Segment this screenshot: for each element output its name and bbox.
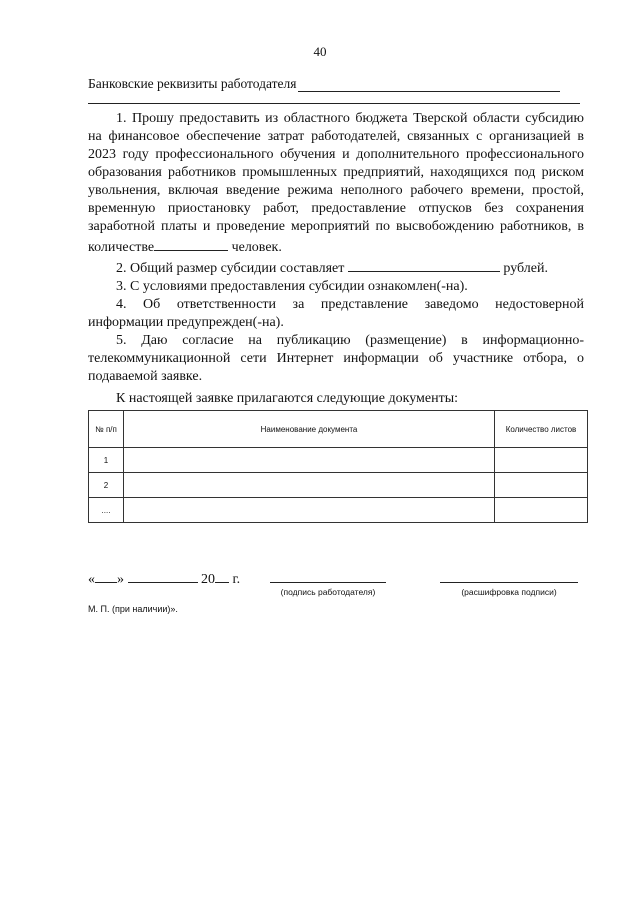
header-document-name: Наименование документа (124, 411, 495, 448)
header-sheet-count: Количество листов (495, 411, 588, 448)
row-document-name (124, 448, 495, 473)
year-prefix: 20 (201, 572, 215, 587)
page-number: 40 (313, 44, 327, 59)
paragraph-4: 4. Об ответственности за представление заведомо недостоверной информации предупрежден(-на). (88, 297, 584, 330)
year-suffix: г. (232, 572, 241, 587)
attachments-intro: К настоящей заявке прилагаются следующие документы: (116, 391, 458, 406)
table-row (89, 473, 588, 498)
paragraph-2-text: 2. Общий размер субсидии составляет (116, 261, 345, 276)
paragraph-5: 5. Даю согласие на публикацию (размещение) в информационно-телекоммуникационной сети Интернет информации об участнике отбора, о подаваемой заявке. (88, 333, 584, 384)
table-row (89, 498, 588, 523)
bank-details-line (88, 76, 588, 92)
paragraph-3: 3. С условиями предоставления субсидии ознакомлен(-на). (116, 279, 468, 294)
year-blank (215, 568, 229, 583)
date-open-quote: « (88, 572, 95, 587)
table-row (89, 448, 588, 473)
paragraph-2 (88, 257, 584, 278)
paragraph-1 (88, 110, 584, 257)
signature-caption: (подпись работодателя) (280, 587, 376, 597)
row-sheet-count (495, 448, 588, 473)
row-sheet-count (495, 473, 588, 498)
paragraph-1-text: 1. Прошу предоставить из областного бюджета Тверской области субсидию на финансовое обеспечение затрат работодателей, связанных с организацией в 2023 году профессионального обучения и дополнительного профессионального образования работников промышленных предприятий, находящихся под риском увольнения, включая введение режима неполного рабочего времени, простой, временную приостановку работ, предоставление отпусков без сохранения заработной платы и проведение мероприятий по высвобождению работников, в количестве (88, 111, 584, 255)
row-number: .... (89, 498, 124, 523)
row-number: 1 (89, 448, 124, 473)
signature-decoding-caption: (расшифровка подписи) (461, 587, 557, 597)
application-body (88, 110, 584, 408)
signature-date (88, 568, 240, 588)
row-sheet-count (495, 498, 588, 523)
subsidy-amount-blank (348, 257, 500, 272)
bank-details-label: Банковские реквизиты работодателя (88, 76, 297, 91)
signature-decoding-line (440, 582, 578, 583)
stamp-note: М. П. (при наличии)». (88, 604, 178, 614)
paragraph-2-suffix: рублей. (503, 261, 548, 276)
row-number: 2 (89, 473, 124, 498)
signature-line (270, 582, 386, 583)
bank-details-blank (298, 77, 560, 92)
employee-count-blank (154, 236, 228, 251)
header-number: № п/п (89, 411, 124, 448)
row-document-name (124, 473, 495, 498)
row-document-name (124, 498, 495, 523)
day-blank (95, 568, 117, 583)
date-close-quote: » (117, 572, 124, 587)
month-blank (128, 568, 198, 583)
table-header-row (89, 411, 588, 448)
documents-table (88, 410, 588, 523)
bank-details-second-line (88, 103, 580, 104)
paragraph-1-suffix: человек. (231, 240, 282, 255)
